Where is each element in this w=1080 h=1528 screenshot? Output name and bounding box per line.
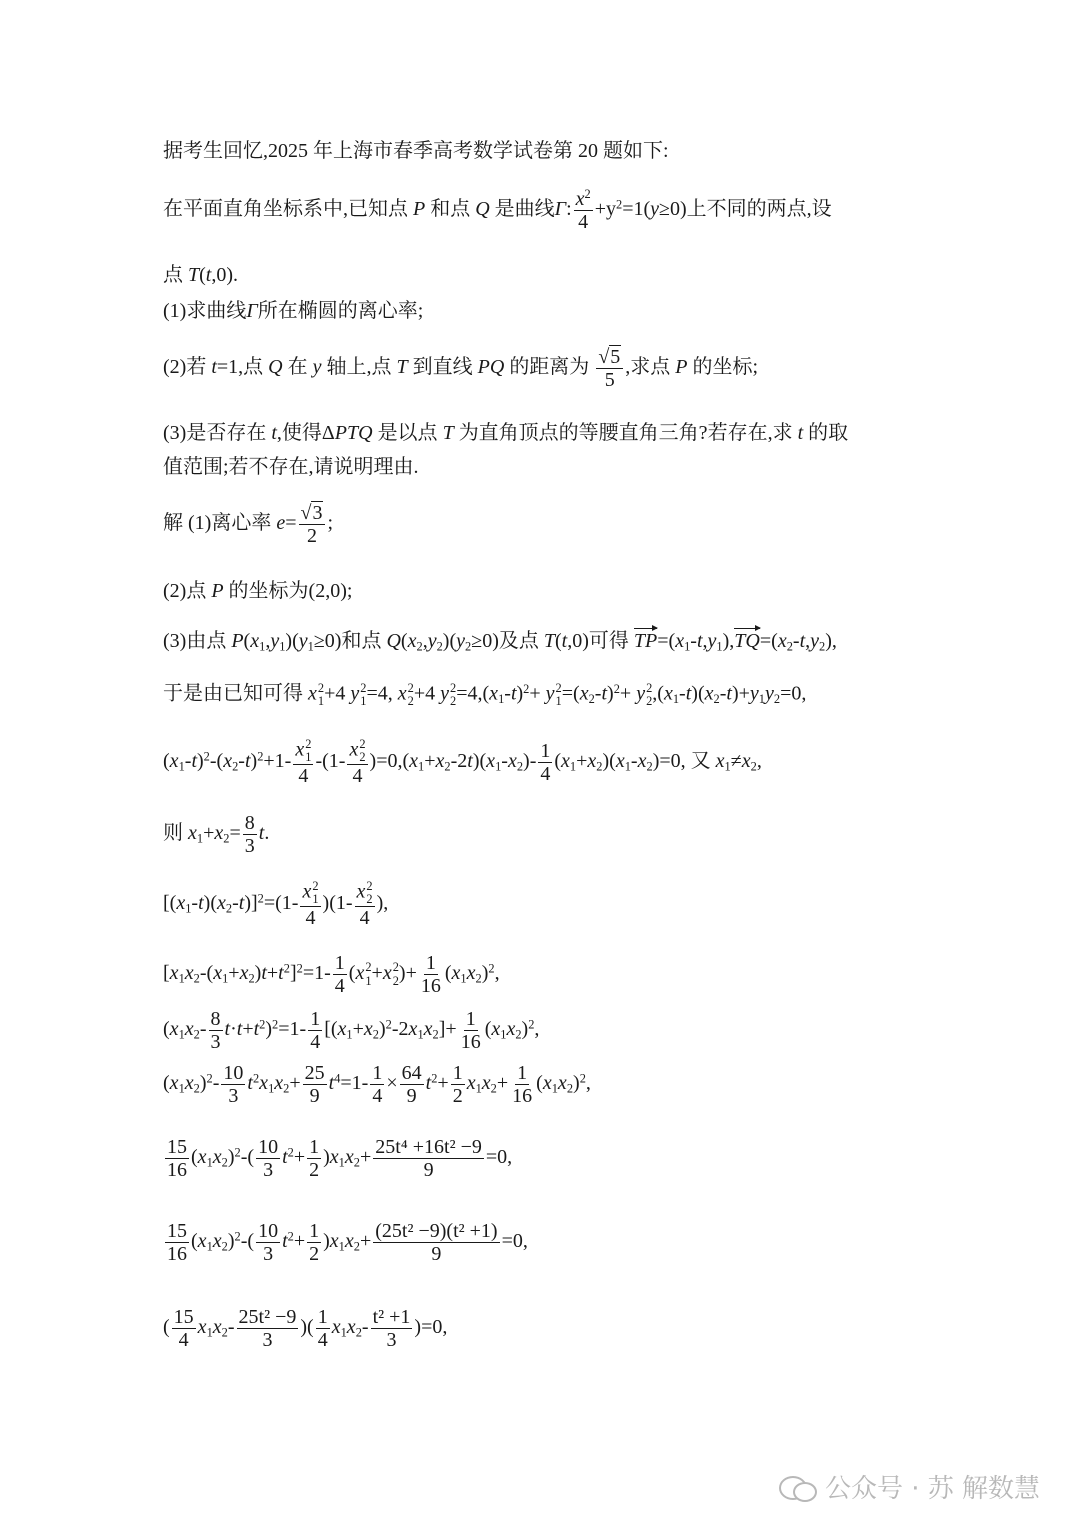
x2-over-4: $\frac{x^2}{4}$ (575, 187, 591, 233)
question-1: (1)求曲线Γ所在椭圆的离心率; (163, 300, 424, 322)
solution-1: 解 (1)离心率 e= $\frac{√3}{2}$ ; (163, 502, 334, 547)
equation-line-7: ( $\frac{15}{4}$ $x_1x_2-$ $\frac{\text{25t² −9}}{3}$ )( $\frac{1}{4}$ $x_1x_2-$ $\frac{\text{t² +1}}{3}$ )=0, (163, 1306, 448, 1351)
question-2: (2)若 t=1,点 Q 在 y 轴上,点 T 到直线 PQ 的距离为 $\frac{√5}{5}$ ,求点 P 的坐标; (163, 346, 759, 391)
wechat-icon (777, 1472, 817, 1502)
expand-equation-line: $(x_1-t)^2-(x_2-t)^2+1-$ x 2 1 4 -(1- x 2 2 4 )$=0,(x_1+x_2-2t)(x_1-x_2)-$ $\frac{1}{4}$ $(x_1+x_2)(x_1-x_2)=0$, 又 $x_1\ne x_2$, (163, 737, 762, 788)
intro-line: 据考生回忆,2025 年上海市春季高考数学试卷第 20 题如下: (163, 140, 669, 162)
sum-line: 则 $x_1+x_2=$ $\frac{8}{3}$ t. (163, 812, 270, 857)
known-equations-line: 于是由已知可得 x 2 1 +4 y 2 1 =4, x 2 2 +4 y 2 2 $=4,(x_1-t)^2+ y$ 2 1 $=(x_2-t)^2+ y$ 2 2 $,(x_1-t)(x_2-t)+y_1y_2=0$, (163, 681, 807, 709)
vector-TQ: TQ (734, 626, 760, 652)
equation-line-3: ($x_1x_2-$ $\frac{8}{3}$ $t\cdot t+t^2)^2=1-$ $\frac{1}{4}$ $[(x_1+x_2)^2-2x_1x_2]+$ $\frac{1}{16}$ $(x_1x_2)^2$, (163, 1008, 540, 1053)
sqrt3-over-2: $\frac{√3}{2}$ (299, 502, 326, 547)
sqrt5-over-5: $\frac{√5}{5}$ (596, 346, 623, 391)
problem-point-T-line: 点 T(t,0). (163, 264, 239, 286)
question-3-line-2: 值范围;若不存在,请说明理由. (163, 456, 419, 478)
equation-line-5: $\frac{15}{16}$ $(x_1x_2)^2-$( $\frac{10}{3}$ $t^2+$ $\frac{1}{2}$ )$x_1x_2+$ $\frac{\text{25t⁴ +16t² −9}}{9}$ =0, (167, 1136, 513, 1181)
problem-stem-line: 在平面直角坐标系中,已知点 P 和点 Q 是曲线Γ: $\frac{x^2}{4}$ $+y^2=1(y\ge 0)$上不同的两点,设 (163, 187, 832, 233)
equation-line-6: $\frac{15}{16}$ $(x_1x_2)^2-$( $\frac{10}{3}$ $t^2+$ $\frac{1}{2}$ )$x_1x_2+$ $\frac{\text{(25t² −9)(t² +1)}}{9}$ =0, (167, 1220, 528, 1265)
solution-3-line: (3)由点 $P(x_1,y_1)(y_1\ge 0)$和点 $Q(x_2,y_2)(y_2\ge 0)$及点 T(t,0)可得 $TP=(x_1-t,y_1),TQ=(x_2-t,y_2)$, (163, 626, 837, 652)
equation-line-2: $[x_1x_2-(x_1+x_2)t+t^2]^2=1-$ $\frac{1}{4}$ (x 2 1 +x 2 2 )+ $\frac{1}{16}$ $(x_1x_2)^2$, (163, 952, 500, 997)
solution-2: (2)点 P 的坐标为(2,0); (163, 580, 353, 602)
equation-line-4: $(x_1x_2)^2-$ $\frac{10}{3}$ $t^2x_1x_2+$ $\frac{25}{9}$ $t^4=1-$ $\frac{1}{4}$ × $\frac{64}{9}$ $t^2+$ $\frac{1}{2}$ $x_1x_2+$ $\frac{1}{16}$ $(x_1x_2)^2$, (163, 1062, 591, 1107)
watermark (777, 1468, 1040, 1505)
question-3-line-1: (3)是否存在 t,使得ΔPTQ 是以点 T 为直角顶点的等腰直角三角?若存在,求 t 的取 (163, 422, 849, 444)
vector-TP: TP (634, 626, 657, 652)
watermark-label: 公众号 · 苏 解数慧 (824, 1474, 1040, 1504)
equation-line-1: $[(x_1-t)(x_2-t)]^2=(1-$ x 2 1 4 )(1- x 2 2 4 ), (163, 879, 389, 930)
